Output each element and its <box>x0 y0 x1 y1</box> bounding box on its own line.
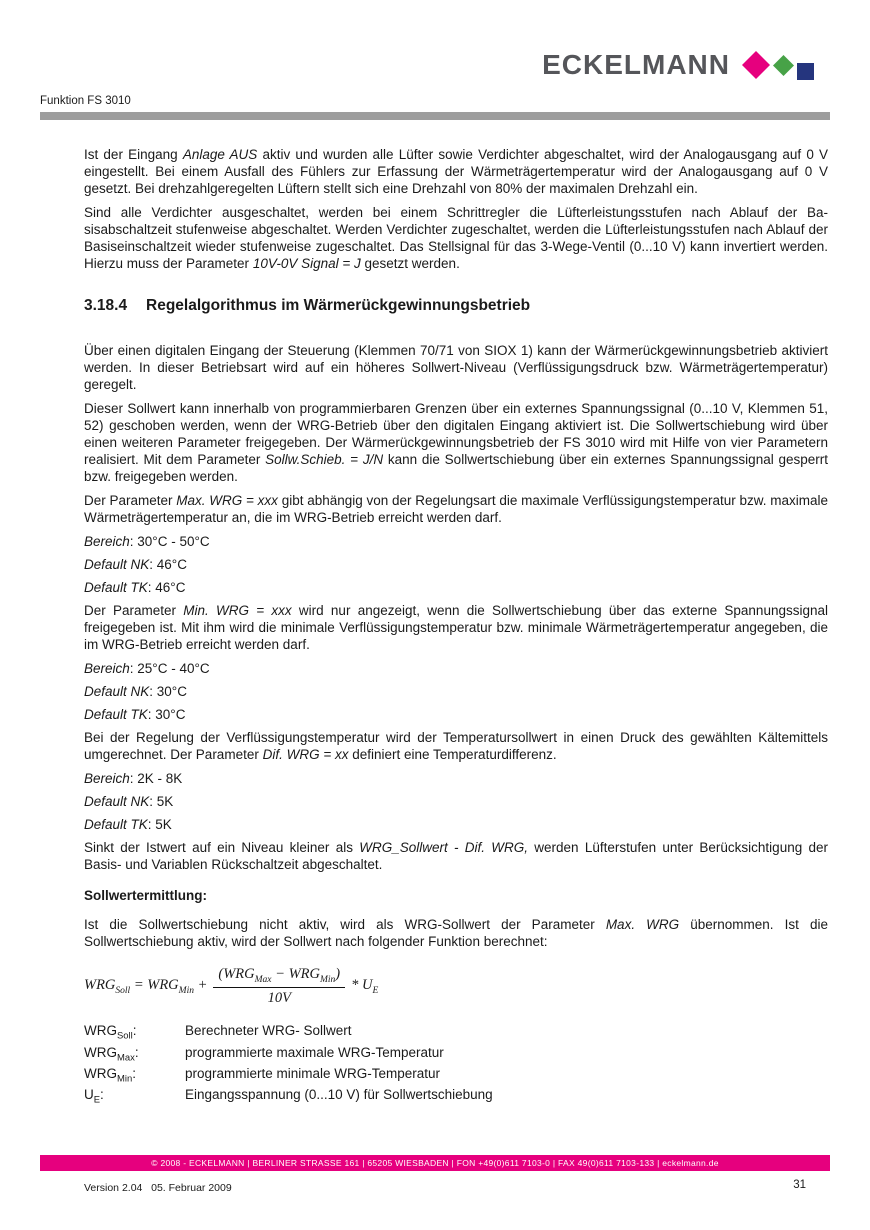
param-max-bereich: Bereich: 30°C - 50°C <box>84 534 210 549</box>
formula-tail: * $U_E$ <box>351 976 379 996</box>
logo-blue-square-icon <box>797 63 814 80</box>
definition-text: Eingangsspannung (0...10 V) für Sollwertschiebung <box>185 1086 493 1102</box>
para-wrg-activation: Über einen digitalen Eingang der Steuerung (Klemmen 70/71 von SIOX 1) kann der Wärmerückgewinnungsbetrieb aktiviert werden. In dieser Betriebsart wird auf ein höheres Sollwert-Niveau (Verflüssigungsdruck bzw. Wärmeträgertemperatur) geregelt. <box>84 343 828 392</box>
para-dif-wrg: Bei der Regelung der Verflüssigungstemperatur wird der Temperatursollwert in einen Druck des gewählten Kältemittels umgerechnet. Der Parameter Dif. WRG = xx definiert eine Temperaturdifferenz. <box>84 730 828 762</box>
section-heading-3-18-4 <box>84 296 828 316</box>
param-min-default-tk: Default TK: 30°C <box>84 707 186 722</box>
version-line: Version 2.04 05. Februar 2009 <box>84 1182 232 1194</box>
formula-numerator: $(WRG_{Max} - WRG_{Min})$ <box>213 966 345 988</box>
definition-row <box>84 1020 828 1041</box>
param-max-default-nk: Default NK: 46°C <box>84 557 187 572</box>
definition-row <box>84 1084 828 1105</box>
running-header-title: Funktion FS 3010 <box>40 95 131 107</box>
para-sollwert-function: Ist die Sollwertschiebung nicht aktiv, wird als WRG-Sollwert der Parameter Max. WRG übernommen. Ist die Sollwertschiebung aktiv, wird der Sollwert nach folgender Funktion berechnet: <box>84 917 828 949</box>
logo-marks <box>742 50 814 80</box>
para-istwert-abschaltung: Sinkt der Istwert auf ein Niveau kleiner als WRG_Sollwert - Dif. WRG, werden Lüfterstufen unter Berücksichtigung der Basis- und Variablen Rückschaltzeit abgeschaltet. <box>84 840 828 872</box>
section-number: 3.18.4 <box>84 297 128 314</box>
para-sollwert-shift: Dieser Sollwert kann innerhalb von programmierbaren Grenzen über ein externes Spannungssignal (0...10 V, Klemmen 51, 52) geschoben werden, wenn der WRG-Betrieb über den digitalen Eingang aktiviert ist. Die Sollwertschiebung wird über einen weiteren Parameter freigegeben. Der Wärmerückgewinnungsbetrieb der FS 3010 wird mit Hilfe von vier Parametern realisiert. Mit dem Parameter Sollw.Schieb. = J/N kann die Sollwertschiebung über ein externes Spannungssignal gesperrt bzw. freigegeben werden. <box>84 401 828 484</box>
param-min-bereich: Bereich: 25°C - 40°C <box>84 661 210 676</box>
page-content <box>84 146 828 1105</box>
definition-row <box>84 1063 828 1084</box>
definition-term: $U_E$: <box>84 1086 104 1106</box>
para-step-controller: Sind alle Verdichter ausgeschaltet, werden bei einem Schrittregler die Lüfterleistungsstufen nach Ablauf der Basisabschaltzeit stufenweise abgeschaltet. Werden Verdichter zugeschaltet, werden die Lüfterleistungsstufen nach Ablauf der Basiseinschaltzeit wieder stufenweise zugeschaltet. Das Stellsignal für das 3-Wege-Ventil (0...10 V) kann invertiert werden. Hierzu muss der Parameter 10V-0V Signal = J gesetzt werden. <box>84 205 828 271</box>
symbol-definitions <box>84 1020 828 1105</box>
definition-term: $WRG_{Max}$: <box>84 1044 139 1064</box>
page-number: 31 <box>793 1179 806 1191</box>
param-dif-bereich: Bereich: 2K - 8K <box>84 771 183 786</box>
para-min-wrg: Der Parameter Min. WRG = xxx wird nur angezeigt, wenn die Sollwertschiebung über das externe Spannungssignal freigegeben ist. Mit ihm wird die minimale Verflüssigungstemperatur bzw. minimale Wärmeträgertemperatur angegeben, die im WRG-Betrieb erreicht werden darf. <box>84 603 828 652</box>
definition-row <box>84 1042 828 1063</box>
footer-address-bar: © 2008 - ECKELMANN | BERLINER STRASSE 161 | 65205 WIESBADEN | FON +49(0)611 7103-0 | FAX 49(0)611 7103-133 | eckelmann.de <box>40 1155 830 1171</box>
param-min-default-nk: Default NK: 30°C <box>84 684 187 699</box>
eckelmann-logo <box>542 50 814 80</box>
formula-fraction <box>213 966 345 1006</box>
definition-term: $WRG_{Min}$: <box>84 1065 136 1085</box>
para-analog-output: Ist der Eingang Anlage AUS aktiv und wurden alle Lüfter sowie Verdichter abgeschaltet, wird der Analogausgang auf 0 V eingestellt. Bei einem Ausfall des Fühlers zur Erfassung der Wärmeträgertemperatur wird der Analogausgang auf 0 V gesetzt. Bei drehzahlgeregelten Lüftern stellt sich eine Drehzahl von 80% der maximalen Drehzahl ein. <box>84 147 829 196</box>
definition-term: $WRG_{Soll}$: <box>84 1023 137 1043</box>
section-title: Regelalgorithmus im Wärmerückgewinnungsbetrieb <box>146 297 531 314</box>
logo-magenta-diamond-icon <box>742 51 770 79</box>
definition-text: programmierte maximale WRG-Temperatur <box>185 1044 444 1060</box>
wrg-sollwert-formula <box>84 966 828 1006</box>
logo-green-diamond-icon <box>773 55 794 76</box>
param-dif-default-nk: Default NK: 5K <box>84 794 174 809</box>
formula-denominator: 10V <box>267 990 291 1007</box>
formula-lhs: $WRG_{Soll} = WRG_{Min}$ + <box>84 976 208 996</box>
header-divider-bar <box>40 112 830 120</box>
param-dif-default-tk: Default TK: 5K <box>84 817 172 832</box>
definition-text: programmierte minimale WRG-Temperatur <box>185 1065 441 1081</box>
logo-wordmark: ECKELMANN <box>542 49 730 80</box>
para-max-wrg: Der Parameter Max. WRG = xxx gibt abhängig von der Regelungsart die maximale Verflüssigungstemperatur bzw. maximale Wärmeträgertemperatur an, die im WRG-Betrieb erreicht werden darf. <box>84 493 829 525</box>
param-max-default-tk: Default TK: 46°C <box>84 580 186 595</box>
definition-text: Berechneter WRG- Sollwert <box>185 1023 352 1039</box>
sollwertermittlung-label: Sollwertermittlung: <box>84 888 208 903</box>
